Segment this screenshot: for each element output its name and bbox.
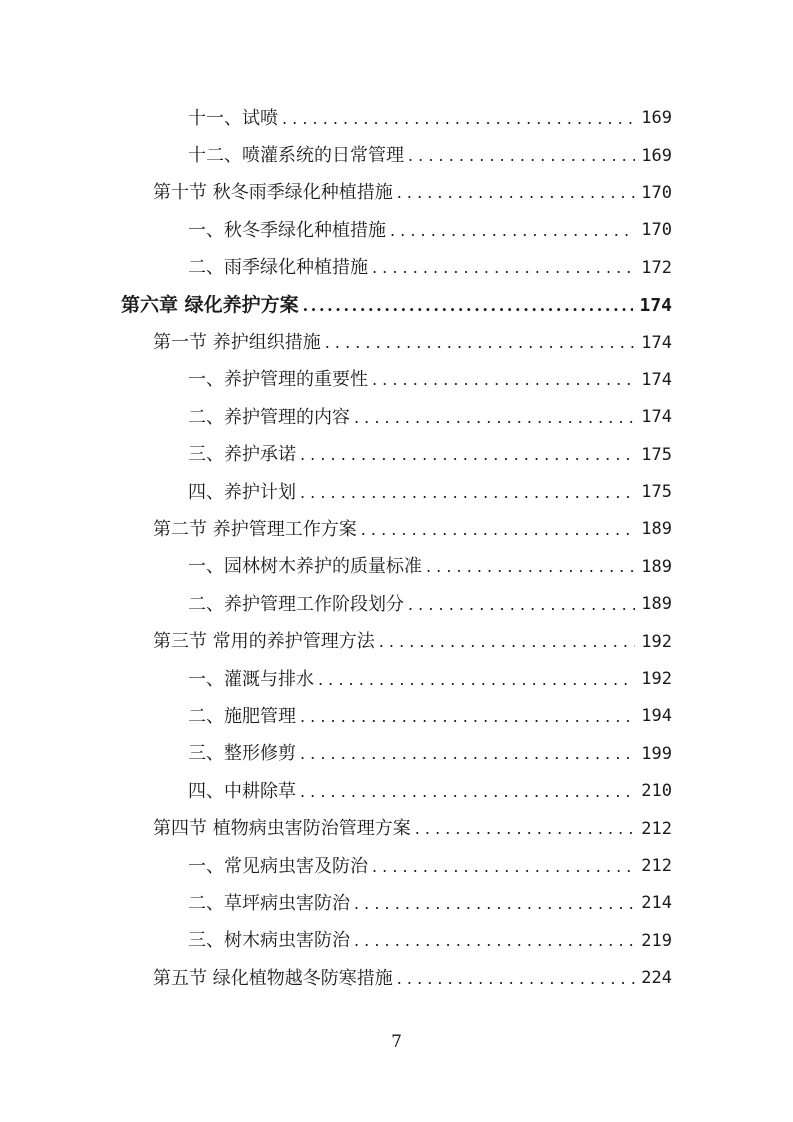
dot-leader <box>354 896 635 912</box>
dot-leader <box>354 933 635 949</box>
toc-entry[interactable] <box>0 437 793 474</box>
toc-entry[interactable] <box>0 661 793 698</box>
toc-entry-label: 二、草坪病虫害防治 <box>188 892 350 914</box>
toc-entry-label: 二、雨季绿化种植措施 <box>188 257 368 279</box>
toc-entry-page: 192 <box>641 631 672 652</box>
toc-entry[interactable] <box>0 175 793 212</box>
toc-entry-label: 二、施肥管理 <box>188 705 296 727</box>
toc-entry[interactable] <box>0 736 793 773</box>
toc-entry[interactable] <box>0 773 793 810</box>
toc-entry[interactable] <box>0 623 793 660</box>
toc-entry-label: 十一、试喷 <box>188 107 278 129</box>
toc-entry-page: 189 <box>641 519 672 540</box>
toc-entry-page: 174 <box>641 407 672 428</box>
toc-entry-page: 212 <box>641 818 672 839</box>
dot-leader <box>415 821 636 837</box>
toc-entry-label: 一、灌溉与排水 <box>188 668 314 690</box>
dot-leader <box>408 148 635 164</box>
toc-entry[interactable] <box>0 362 793 399</box>
dot-leader <box>372 859 635 875</box>
toc-entry-label: 四、中耕除草 <box>188 780 296 802</box>
toc-entry-page: 212 <box>641 856 672 876</box>
toc-entry-page: 174 <box>641 369 672 390</box>
toc-entry-label: 十二、喷灌系统的日常管理 <box>188 145 404 167</box>
dot-leader <box>300 784 635 800</box>
toc-entry[interactable] <box>0 474 793 511</box>
dot-leader <box>300 746 635 762</box>
toc-entry-label: 第四节 植物病虫害防治管理方案 <box>153 818 411 840</box>
dot-leader <box>397 971 636 987</box>
toc-entry-label: 四、养护计划 <box>188 481 296 503</box>
toc-entry-page: 192 <box>641 669 672 690</box>
dot-leader <box>379 634 636 650</box>
toc-entry[interactable] <box>0 698 793 735</box>
toc-entry-label: 第六章 绿化养护方案 <box>121 294 299 317</box>
toc-entry-label: 三、树木病虫害防治 <box>188 930 350 952</box>
dot-leader <box>282 111 635 127</box>
dot-leader <box>361 522 636 538</box>
toc-entry[interactable] <box>0 923 793 960</box>
dot-leader <box>300 709 635 725</box>
toc-entry[interactable] <box>0 511 793 548</box>
toc-entry[interactable] <box>0 848 793 885</box>
toc-entry[interactable] <box>0 399 793 436</box>
toc-entry-label: 第一节 养护组织措施 <box>153 332 321 354</box>
dot-leader <box>372 260 635 276</box>
toc-entry-label: 二、养护管理的内容 <box>188 406 350 428</box>
dot-leader <box>303 298 634 314</box>
toc-entry-page: 175 <box>641 444 672 465</box>
toc-entry[interactable] <box>0 287 793 324</box>
toc-entry-label: 一、养护管理的重要性 <box>188 369 368 391</box>
toc-entry-label: 三、养护承诺 <box>188 444 296 466</box>
toc-entry[interactable] <box>0 100 793 137</box>
toc-entry-label: 一、园林树木养护的质量标准 <box>188 556 422 578</box>
toc-entry[interactable] <box>0 960 793 997</box>
dot-leader <box>390 223 635 239</box>
toc-entry-label: 一、常见病虫害及防治 <box>188 855 368 877</box>
toc-entry-label: 第十节 秋冬雨季绿化种植措施 <box>153 182 393 204</box>
toc-entry[interactable] <box>0 212 793 249</box>
toc-entry-page: 189 <box>641 594 672 615</box>
toc-entry-label: 一、秋冬季绿化种植措施 <box>188 219 386 241</box>
toc-entry[interactable] <box>0 250 793 287</box>
dot-leader <box>397 185 636 201</box>
dot-leader <box>325 335 636 351</box>
dot-leader <box>300 447 635 463</box>
toc-entry[interactable] <box>0 137 793 174</box>
dot-leader <box>372 372 635 388</box>
toc-entry-page: 194 <box>641 706 672 727</box>
toc-entry-page: 219 <box>641 930 672 951</box>
toc-entry-page: 175 <box>641 482 672 503</box>
toc-entry-page: 199 <box>641 743 672 764</box>
page-number: 7 <box>391 1032 402 1052</box>
dot-leader <box>408 597 635 613</box>
toc-entry-page: 189 <box>641 556 672 577</box>
toc-entry-page: 170 <box>641 220 672 241</box>
toc-entry-page: 174 <box>641 332 672 353</box>
toc-entry-label: 第二节 养护管理工作方案 <box>153 518 357 540</box>
table-of-contents <box>0 100 793 997</box>
toc-entry-label: 第三节 常用的养护管理方法 <box>153 631 375 653</box>
toc-entry-label: 二、养护管理工作阶段划分 <box>188 593 404 615</box>
toc-entry-page: 224 <box>641 968 672 989</box>
toc-entry-page: 169 <box>641 145 672 166</box>
toc-entry[interactable] <box>0 885 793 922</box>
toc-entry-page: 210 <box>641 781 672 802</box>
toc-entry-page: 172 <box>641 257 672 278</box>
toc-entry-label: 三、整形修剪 <box>188 743 296 765</box>
toc-entry-label: 第五节 绿化植物越冬防寒措施 <box>153 967 393 989</box>
toc-entry-page: 214 <box>641 893 672 914</box>
toc-entry[interactable] <box>0 586 793 623</box>
dot-leader <box>318 672 635 688</box>
toc-entry-page: 174 <box>639 294 672 316</box>
toc-entry-page: 169 <box>641 108 672 129</box>
dot-leader <box>354 410 635 426</box>
toc-entry[interactable] <box>0 810 793 847</box>
dot-leader <box>426 559 635 575</box>
toc-entry[interactable] <box>0 324 793 361</box>
toc-entry[interactable] <box>0 549 793 586</box>
toc-entry-page: 170 <box>641 182 672 203</box>
dot-leader <box>300 485 635 501</box>
